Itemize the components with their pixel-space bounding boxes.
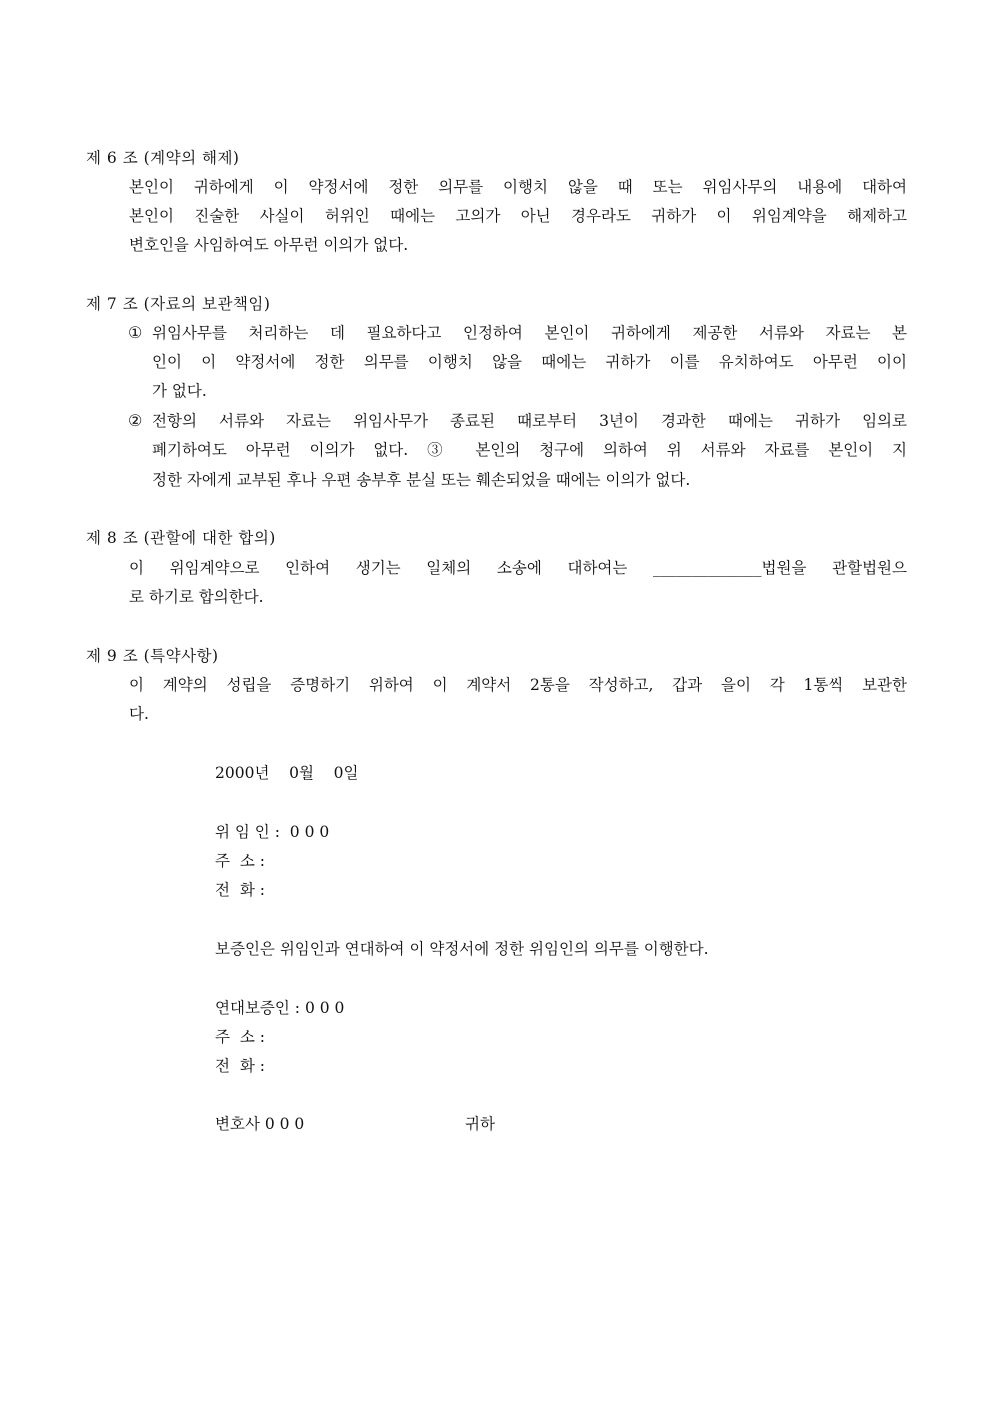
article-7-item-2-marker: ② — [128, 411, 143, 430]
article-9-line-2: 다. — [129, 705, 149, 723]
article-7-item-1-line-2: 인이 이 약정서에 정한 의무를 이행치 않을 때에는 귀하가 이를 유치하여도 아무런 이이 — [152, 353, 907, 371]
article-9-line-1: 이 계약의 성립을 증명하기 위하여 이 계약서 2통을 작성하고, 갑과 을이 각 1통씩 보관한 — [129, 676, 907, 694]
article-6-line-1: 본인이 귀하에게 이 약정서에 정한 의무를 이행치 않을 때 또는 위임사무의 내용에 대하여 — [129, 178, 907, 196]
principal-address: 주 소 : — [215, 852, 265, 870]
article-8-line-2: 로 하기로 합의한다. — [129, 588, 264, 606]
guarantor-address: 주 소 : — [215, 1028, 265, 1046]
article-8-heading: 제 8 조 (관할에 대한 합의) — [86, 529, 276, 547]
guarantor-phone: 전 화 : — [215, 1057, 265, 1075]
contract-date: 2000년 0월 0일 — [215, 764, 359, 782]
article-8-line-1: 이 위임계약으로 인하여 생기는 일체의 소송에 대하여는 ______________법원을 관할법원으 — [129, 559, 907, 577]
article-9-heading: 제 9 조 (특약사항) — [86, 647, 219, 665]
article-7-item-1-marker: ① — [128, 323, 143, 342]
principal-phone: 전 화 : — [215, 881, 265, 899]
guarantor-name: 연대보증인 : 0 0 0 — [215, 999, 345, 1017]
lawyer-name: 변호사 0 0 0 — [215, 1115, 305, 1133]
article-7-item-1-line-1: 위임사무를 처리하는 데 필요하다고 인정하여 본인이 귀하에게 제공한 서류와 자료는 본 — [152, 324, 907, 342]
principal-name: 위 임 인 : 0 0 0 — [215, 823, 330, 841]
article-6-heading: 제 6 조 (계약의 해제) — [86, 149, 240, 167]
article-6-line-3: 변호인을 사임하여도 아무런 이의가 없다. — [129, 236, 409, 254]
article-7-item-2-line-2: 폐기하여도 아무런 이의가 없다. ③ 본인의 청구에 의하여 위 서류와 자료를 본인이 지 — [152, 441, 907, 459]
article-7-item-1-line-3: 가 없다. — [152, 382, 207, 400]
guarantee-statement: 보증인은 위임인과 연대하여 이 약정서에 정한 위임인의 의무를 이행한다. — [215, 940, 709, 958]
article-7-item-2-line-1: 전항의 서류와 자료는 위임사무가 종료된 때로부터 3년이 경과한 때에는 귀하가 임의로 — [152, 412, 907, 430]
article-7-heading: 제 7 조 (자료의 보관책임) — [86, 295, 271, 313]
article-7-item-2-line-3: 정한 자에게 교부된 후나 우편 송부후 분실 또는 훼손되었을 때에는 이의가 없다. — [152, 471, 691, 489]
addressee-label: 귀하 — [465, 1115, 495, 1133]
article-6-line-2: 본인이 진술한 사실이 허위인 때에는 고의가 아닌 경우라도 귀하가 이 위임계약을 해제하고 — [129, 207, 907, 225]
